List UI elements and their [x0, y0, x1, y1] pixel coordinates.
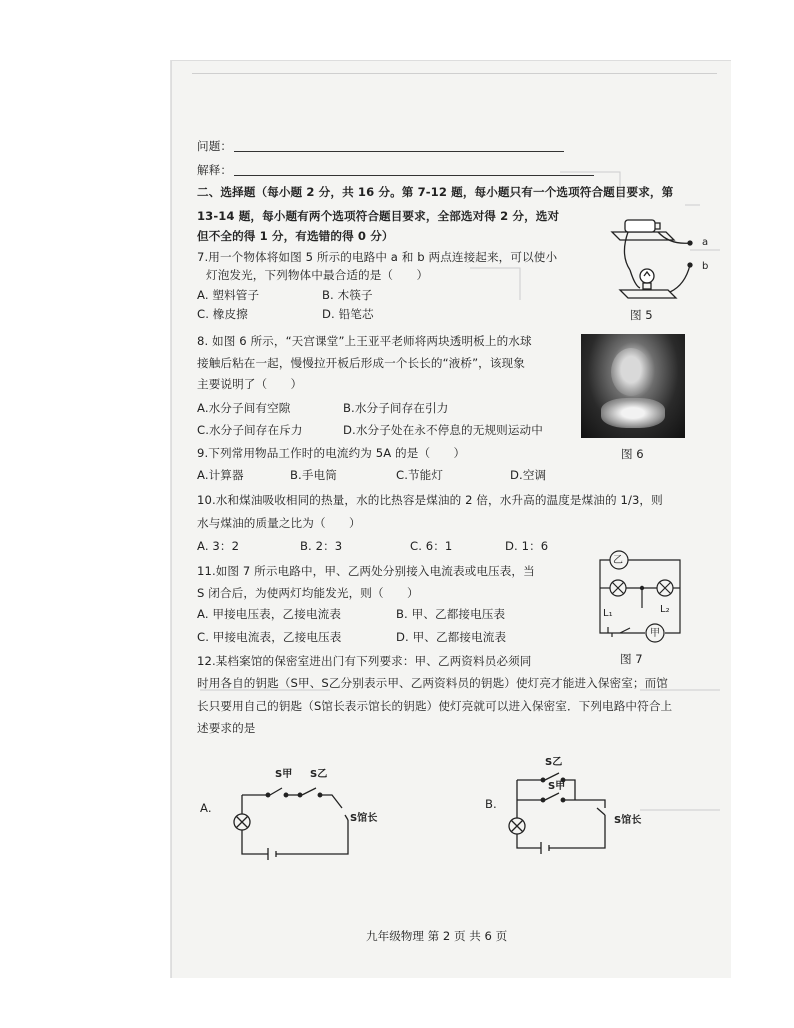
page-footer: 九年级物理 第 2 页 共 6 页 — [366, 929, 508, 943]
q8-option-a: A.水分子间有空隙 — [197, 401, 291, 415]
q7-stem-line2: 灯泡发光，下列物体中最合适的是（ ） — [206, 268, 429, 282]
q12-stem-line4: 述要求的是 — [197, 721, 256, 735]
section-title-line2: 13-14 题，每小题有两个选项符合题目要求，全部选对得 2 分，选对 — [197, 209, 560, 223]
q11-option-d: D. 甲、乙都接电流表 — [396, 630, 507, 644]
figure5-caption: 图 5 — [630, 308, 653, 322]
jieshi-answer-line — [234, 175, 594, 176]
q11-option-a: A. 甲接电压表，乙接电流表 — [197, 607, 342, 621]
q7-option-a: A. 塑料管子 — [197, 288, 260, 302]
q8-option-d: D.水分子处在永不停息的无规则运动中 — [343, 423, 543, 437]
figure7-label-l1: L₁ — [603, 608, 613, 619]
q7-option-b: B. 木筷子 — [322, 288, 373, 302]
q11-option-c: C. 甲接电流表，乙接电压表 — [197, 630, 342, 644]
q7-option-c: C. 橡皮擦 — [197, 307, 248, 321]
circuit-a-s-jia: S甲 — [275, 769, 293, 780]
q10-stem-line2: 水与煤油的质量之比为（ ） — [197, 516, 361, 530]
q10-option-a: A. 3：2 — [197, 539, 240, 553]
figure5-label-b: b — [702, 261, 709, 272]
q11-stem-line2: S 闭合后，为使两灯均能发光，则（ ） — [197, 586, 419, 600]
q12-stem-line3: 长只要用自己的钥匙（S馆长表示馆长的钥匙）使灯亮就可以进入保密室．下列电路中符合上 — [197, 699, 673, 713]
q7-option-d: D. 铅笔芯 — [322, 307, 374, 321]
circuit-b-s-guanzhang: S馆长 — [614, 815, 642, 826]
circuit-a-option-label: A. — [200, 801, 212, 815]
circuit-b-option-label: B. — [485, 797, 497, 811]
circuit-a-diagram — [230, 780, 370, 860]
q8-stem-line2: 接触后粘在一起，慢慢拉开板后形成一个长长的“液桥”，该现象 — [197, 356, 525, 370]
q10-option-b: B. 2：3 — [300, 539, 343, 553]
figure5-label-a: a — [702, 237, 709, 248]
figure7-caption: 图 7 — [620, 652, 643, 666]
q12-stem-line2: 时用各自的钥匙（S甲、S乙分别表示甲、乙两资料员的钥匙）使灯亮才能进入保密室；而馆 — [197, 676, 668, 690]
figure7-label-l2: L₂ — [660, 604, 670, 615]
circuit-b-s-yi: S乙 — [545, 757, 563, 768]
q8-option-c: C.水分子间存在斥力 — [197, 423, 303, 437]
q10-option-d: D. 1：6 — [505, 539, 549, 553]
q11-stem-line1: 11.如图 7 所示电路中，甲、乙两处分别接入电流表或电压表，当 — [197, 564, 535, 578]
q8-stem-line3: 主要说明了（ ） — [197, 377, 303, 391]
section-title-line1: 二、选择题（每小题 2 分，共 16 分。第 7-12 题，每小题只有一个选项符合题目要求，第 — [197, 185, 674, 199]
circuit-b-diagram — [505, 760, 635, 855]
q12-stem-line1: 12.某档案馆的保密室进出门有下列要求：甲、乙两资料员必须同 — [197, 654, 532, 668]
jieshi-label: 解释： — [197, 163, 233, 177]
circuit-a-s-guanzhang: S馆长 — [350, 813, 378, 824]
q9-option-c: C.节能灯 — [396, 468, 444, 482]
figure7-label-yi: 乙 — [613, 555, 624, 566]
circuit-a-s-yi: S乙 — [310, 769, 328, 780]
circuit-b-s-jia: S甲 — [548, 781, 566, 792]
figure5-circuit — [590, 210, 700, 305]
figure6-photo — [581, 334, 685, 438]
figure7-circuit — [590, 548, 690, 643]
section-title-line3: 但不全的得 1 分，有选错的得 0 分） — [197, 229, 394, 243]
q10-option-c: C. 6：1 — [410, 539, 453, 553]
q7-stem-line1: 7.用一个物体将如图 5 所示的电路中 a 和 b 两点连接起来，可以使小 — [197, 250, 558, 264]
q9-option-a: A.计算器 — [197, 468, 244, 482]
q10-stem-line1: 10.水和煤油吸收相同的热量，水的比热容是煤油的 2 倍，水升高的温度是煤油的 1/3，则 — [197, 493, 663, 507]
figure6-person — [611, 348, 651, 396]
figure6-liquid-bridge — [601, 398, 665, 428]
figure6-caption: 图 6 — [621, 447, 644, 461]
q9-stem: 9.下列常用物品工作时的电流约为 5A 的是（ ） — [197, 446, 466, 460]
figure7-label-jia: 甲 — [650, 628, 661, 639]
q8-stem-line1: 8. 如图 6 所示，“天宫课堂”上王亚平老师将两块透明板上的水球 — [197, 334, 532, 348]
q11-option-b: B. 甲、乙都接电压表 — [396, 607, 506, 621]
q8-option-b: B.水分子间存在引力 — [343, 401, 449, 415]
q9-option-b: B.手电筒 — [290, 468, 337, 482]
wenti-label: 问题： — [197, 139, 233, 153]
wenti-answer-line — [234, 151, 564, 152]
q9-option-d: D.空调 — [510, 468, 547, 482]
